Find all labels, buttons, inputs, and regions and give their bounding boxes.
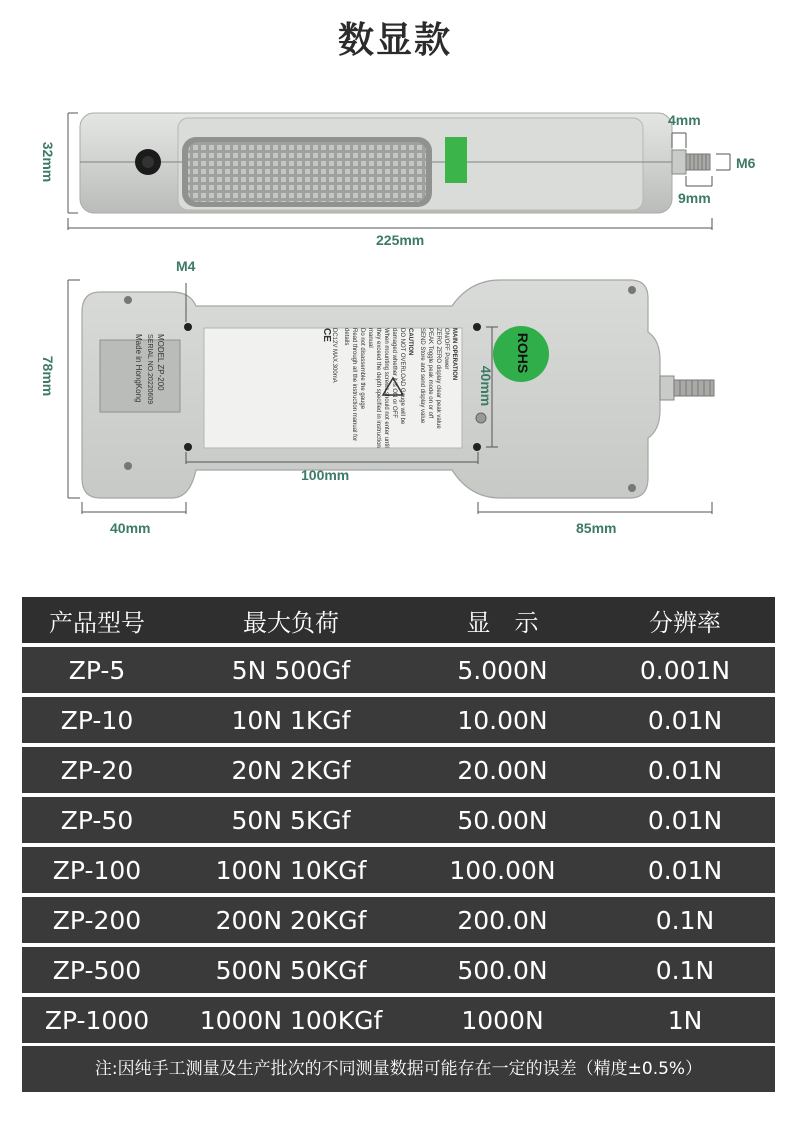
caution-line: When mounting screws should not enter until they exceed the depth specified in instruction manual	[367, 328, 389, 448]
accuracy-note: 注:因纯手工测量及生产批次的不同测量数据可能存在一定的误差（精度±0.5%）	[22, 1046, 775, 1092]
max-load-cell: 5N 500Gf	[231, 655, 351, 685]
display-cell: 10.00N	[457, 705, 548, 735]
green-label-sticker	[445, 137, 467, 183]
table-row	[22, 797, 775, 843]
model-cell: ZP-500	[52, 955, 142, 985]
display-cell: 500.0N	[457, 955, 548, 985]
display-cell: 5.000N	[457, 655, 548, 685]
caution-line: DO NOT OVERLOAD Gauge will be damaged whether it is ON or OFF	[391, 328, 405, 425]
display-cell: 200.0N	[457, 905, 548, 935]
max-load-cell: 100N 10KGf	[215, 855, 367, 885]
thread-label: M6	[736, 155, 756, 171]
header-resolution: 分辨率	[649, 608, 721, 637]
model-cell: ZP-200	[52, 905, 142, 935]
table-row	[22, 847, 775, 893]
header-display: 显 示	[466, 608, 539, 637]
max-load-cell: 20N 2KGf	[231, 755, 351, 785]
page-title: 数显款	[337, 20, 452, 61]
serial-label: SERIAL NO.	[146, 334, 153, 374]
display-cell: 100.00N	[449, 855, 556, 885]
main-line: ON/OFF Power	[443, 328, 449, 370]
max-load-cell: 1000N 100KGf	[199, 1005, 383, 1035]
shaft-width-label: 4mm	[668, 112, 701, 128]
main-line: PEAK Toggle peak mode on or off	[427, 328, 433, 419]
display-cell: 50.00N	[457, 805, 548, 835]
model-value: ZP-200	[156, 364, 165, 391]
power-text: DC12V MAX.300mA	[331, 328, 337, 383]
model-plate-text	[114, 334, 166, 418]
resolution-cell: 1N	[667, 1005, 703, 1035]
device-dimension-diagram	[0, 0, 790, 560]
top-length-label: 225mm	[376, 232, 425, 248]
model-cell: ZP-100	[52, 855, 142, 885]
top-view-device	[80, 113, 710, 213]
top-height-label: 32mm	[40, 141, 57, 183]
table-row	[22, 647, 775, 693]
display-cell: 1000N	[461, 1005, 544, 1035]
thread-length-label: 9mm	[678, 190, 711, 206]
table-row	[22, 747, 775, 793]
model-cell: ZP-1000	[44, 1005, 150, 1035]
max-load-cell: 500N 50KGf	[215, 955, 367, 985]
model-cell: ZP-10	[60, 705, 134, 735]
front-height-label: 78mm	[40, 355, 57, 397]
table-row	[22, 897, 775, 943]
model-cell: ZP-20	[60, 755, 134, 785]
display-cell: 20.00N	[457, 755, 548, 785]
header-model: 产品型号	[49, 608, 145, 637]
hole-vertical-label: 40mm	[478, 365, 495, 407]
right-width-label: 85mm	[576, 520, 617, 536]
origin-text: Made in HongKong	[134, 334, 143, 403]
table-row	[22, 947, 775, 993]
model-label: MODEL	[156, 334, 165, 363]
resolution-cell: 0.1N	[655, 905, 715, 935]
left-width-label: 40mm	[110, 520, 151, 536]
screw-label: M4	[176, 258, 196, 274]
resolution-cell: 0.01N	[647, 855, 723, 885]
hole-spacing-label: 100mm	[301, 467, 350, 483]
max-load-cell: 50N 5KGf	[231, 805, 351, 835]
main-heading: MAIN OPERATION	[451, 328, 457, 381]
model-cell: ZP-50	[60, 805, 134, 835]
spec-table	[22, 597, 775, 1047]
main-line: SEND Store and send display value	[419, 328, 425, 424]
resolution-cell: 0.01N	[647, 805, 723, 835]
resolution-cell: 0.001N	[639, 655, 731, 685]
header-max-load: 最大负荷	[243, 608, 339, 637]
max-load-cell: 200N 20KGf	[215, 905, 367, 935]
caution-line: Do not disassemble the gauge	[359, 328, 365, 410]
resolution-cell: 0.01N	[647, 755, 723, 785]
max-load-cell: 10N 1KGf	[231, 705, 351, 735]
main-line: ZERO ZERO display clear peak value	[435, 328, 441, 429]
rohs-badge-text: ROHS	[515, 332, 532, 374]
resolution-cell: 0.1N	[655, 955, 715, 985]
table-row	[22, 697, 775, 743]
resolution-cell: 0.01N	[647, 705, 723, 735]
caution-heading: CAUTION	[407, 328, 413, 356]
sticker-text	[206, 328, 458, 448]
ce-mark: CE	[321, 328, 332, 342]
serial-value: 20220609	[146, 373, 153, 405]
model-cell: ZP-5	[68, 655, 126, 685]
caution-line: Read through all the instruction manual for details	[343, 328, 357, 442]
serial-row	[144, 334, 155, 418]
table-row	[22, 997, 775, 1043]
table-header-row	[22, 597, 775, 643]
